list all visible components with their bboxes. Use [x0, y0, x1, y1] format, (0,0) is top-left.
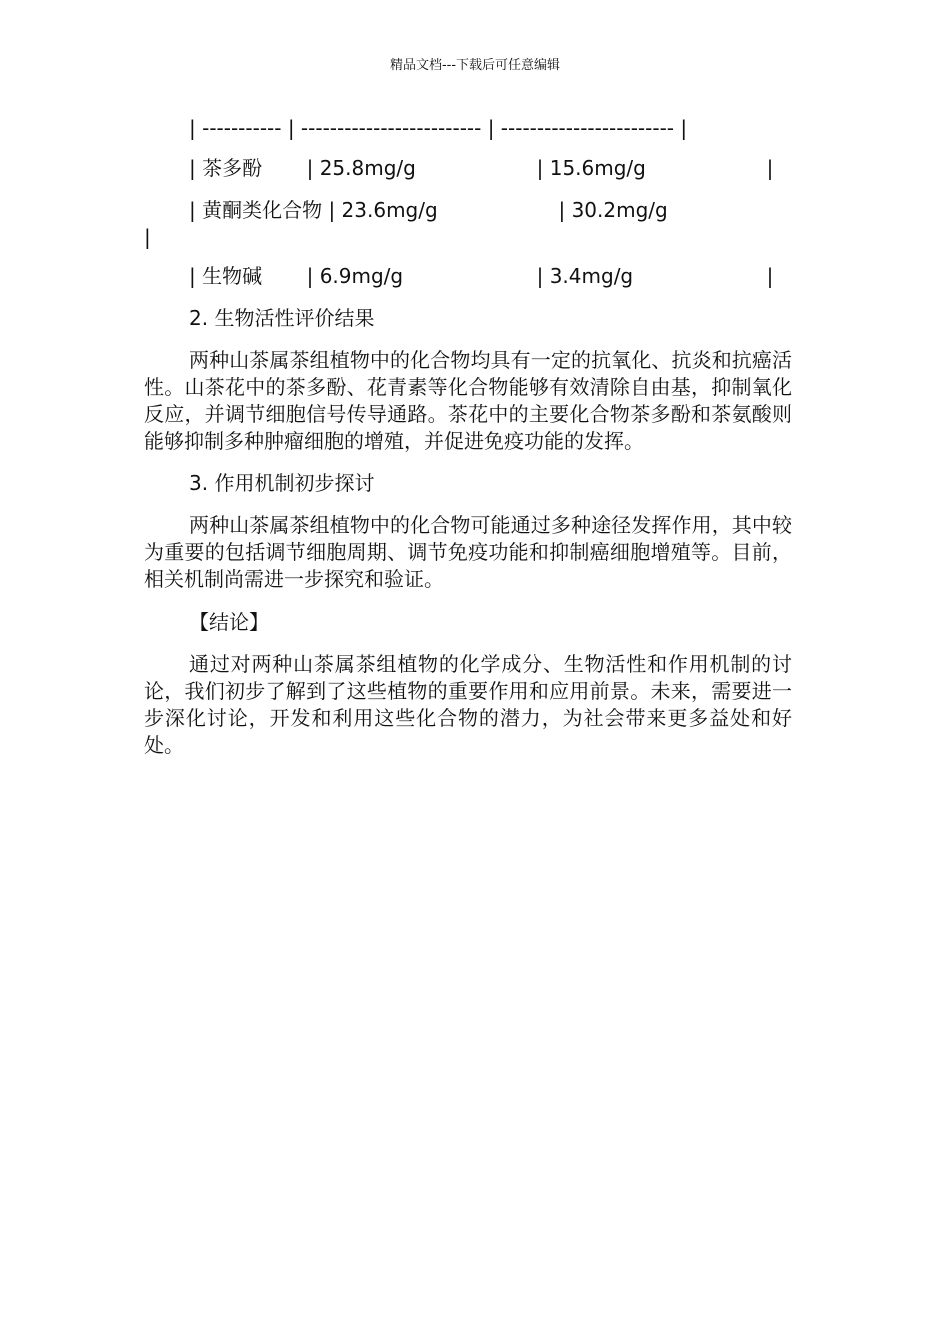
paragraph-mechanism: 两种山茶属茶组植物中的化合物可能通过多种途径发挥作用，其中较为重要的包括调节细胞周期、调节免疫功能和抑制癌细胞增殖等。目前，相关机制尚需进一步探究和验证。: [144, 513, 792, 591]
section-heading-mechanism: 3. 作用机制初步探讨: [189, 471, 375, 495]
section-heading-conclusion: 【结论】: [189, 610, 269, 634]
table-row-flavonoid: | 黄酮类化合物 | 23.6mg/g | 30.2mg/g: [189, 198, 668, 222]
table-row-tea-polyphenol: | 茶多酚 | 25.8mg/g | 15.6mg/g |: [189, 156, 774, 180]
table-row-flavonoid-tail: |: [144, 225, 151, 249]
table-row-alkaloid: | 生物碱 | 6.9mg/g | 3.4mg/g |: [189, 264, 774, 288]
paragraph-conclusion: 通过对两种山茶属茶组植物的化学成分、生物活性和作用机制的讨论，我们初步了解到了这些植物的重要作用和应用前景。未来，需要进一步深化讨论，开发和利用这些化合物的潜力，为社会带来更多益处和好处。: [144, 652, 792, 757]
paragraph-bioactivity: 两种山茶属茶组植物中的化合物均具有一定的抗氧化、抗炎和抗癌活性。山茶花中的茶多酚、花青素等化合物能够有效清除自由基，抑制氧化反应，并调节细胞信号传导通路。茶花中的主要化合物茶多酚和茶氨酸则能够抑制多种肿瘤细胞的增殖，并促进免疫功能的发挥。: [144, 348, 792, 453]
table-separator-row: | ----------- | ------------------------- | ------------------------ |: [189, 116, 688, 140]
section-heading-bioactivity: 2. 生物活性评价结果: [189, 306, 375, 330]
page-header: 精品文档---下载后可任意编辑: [389, 58, 561, 73]
